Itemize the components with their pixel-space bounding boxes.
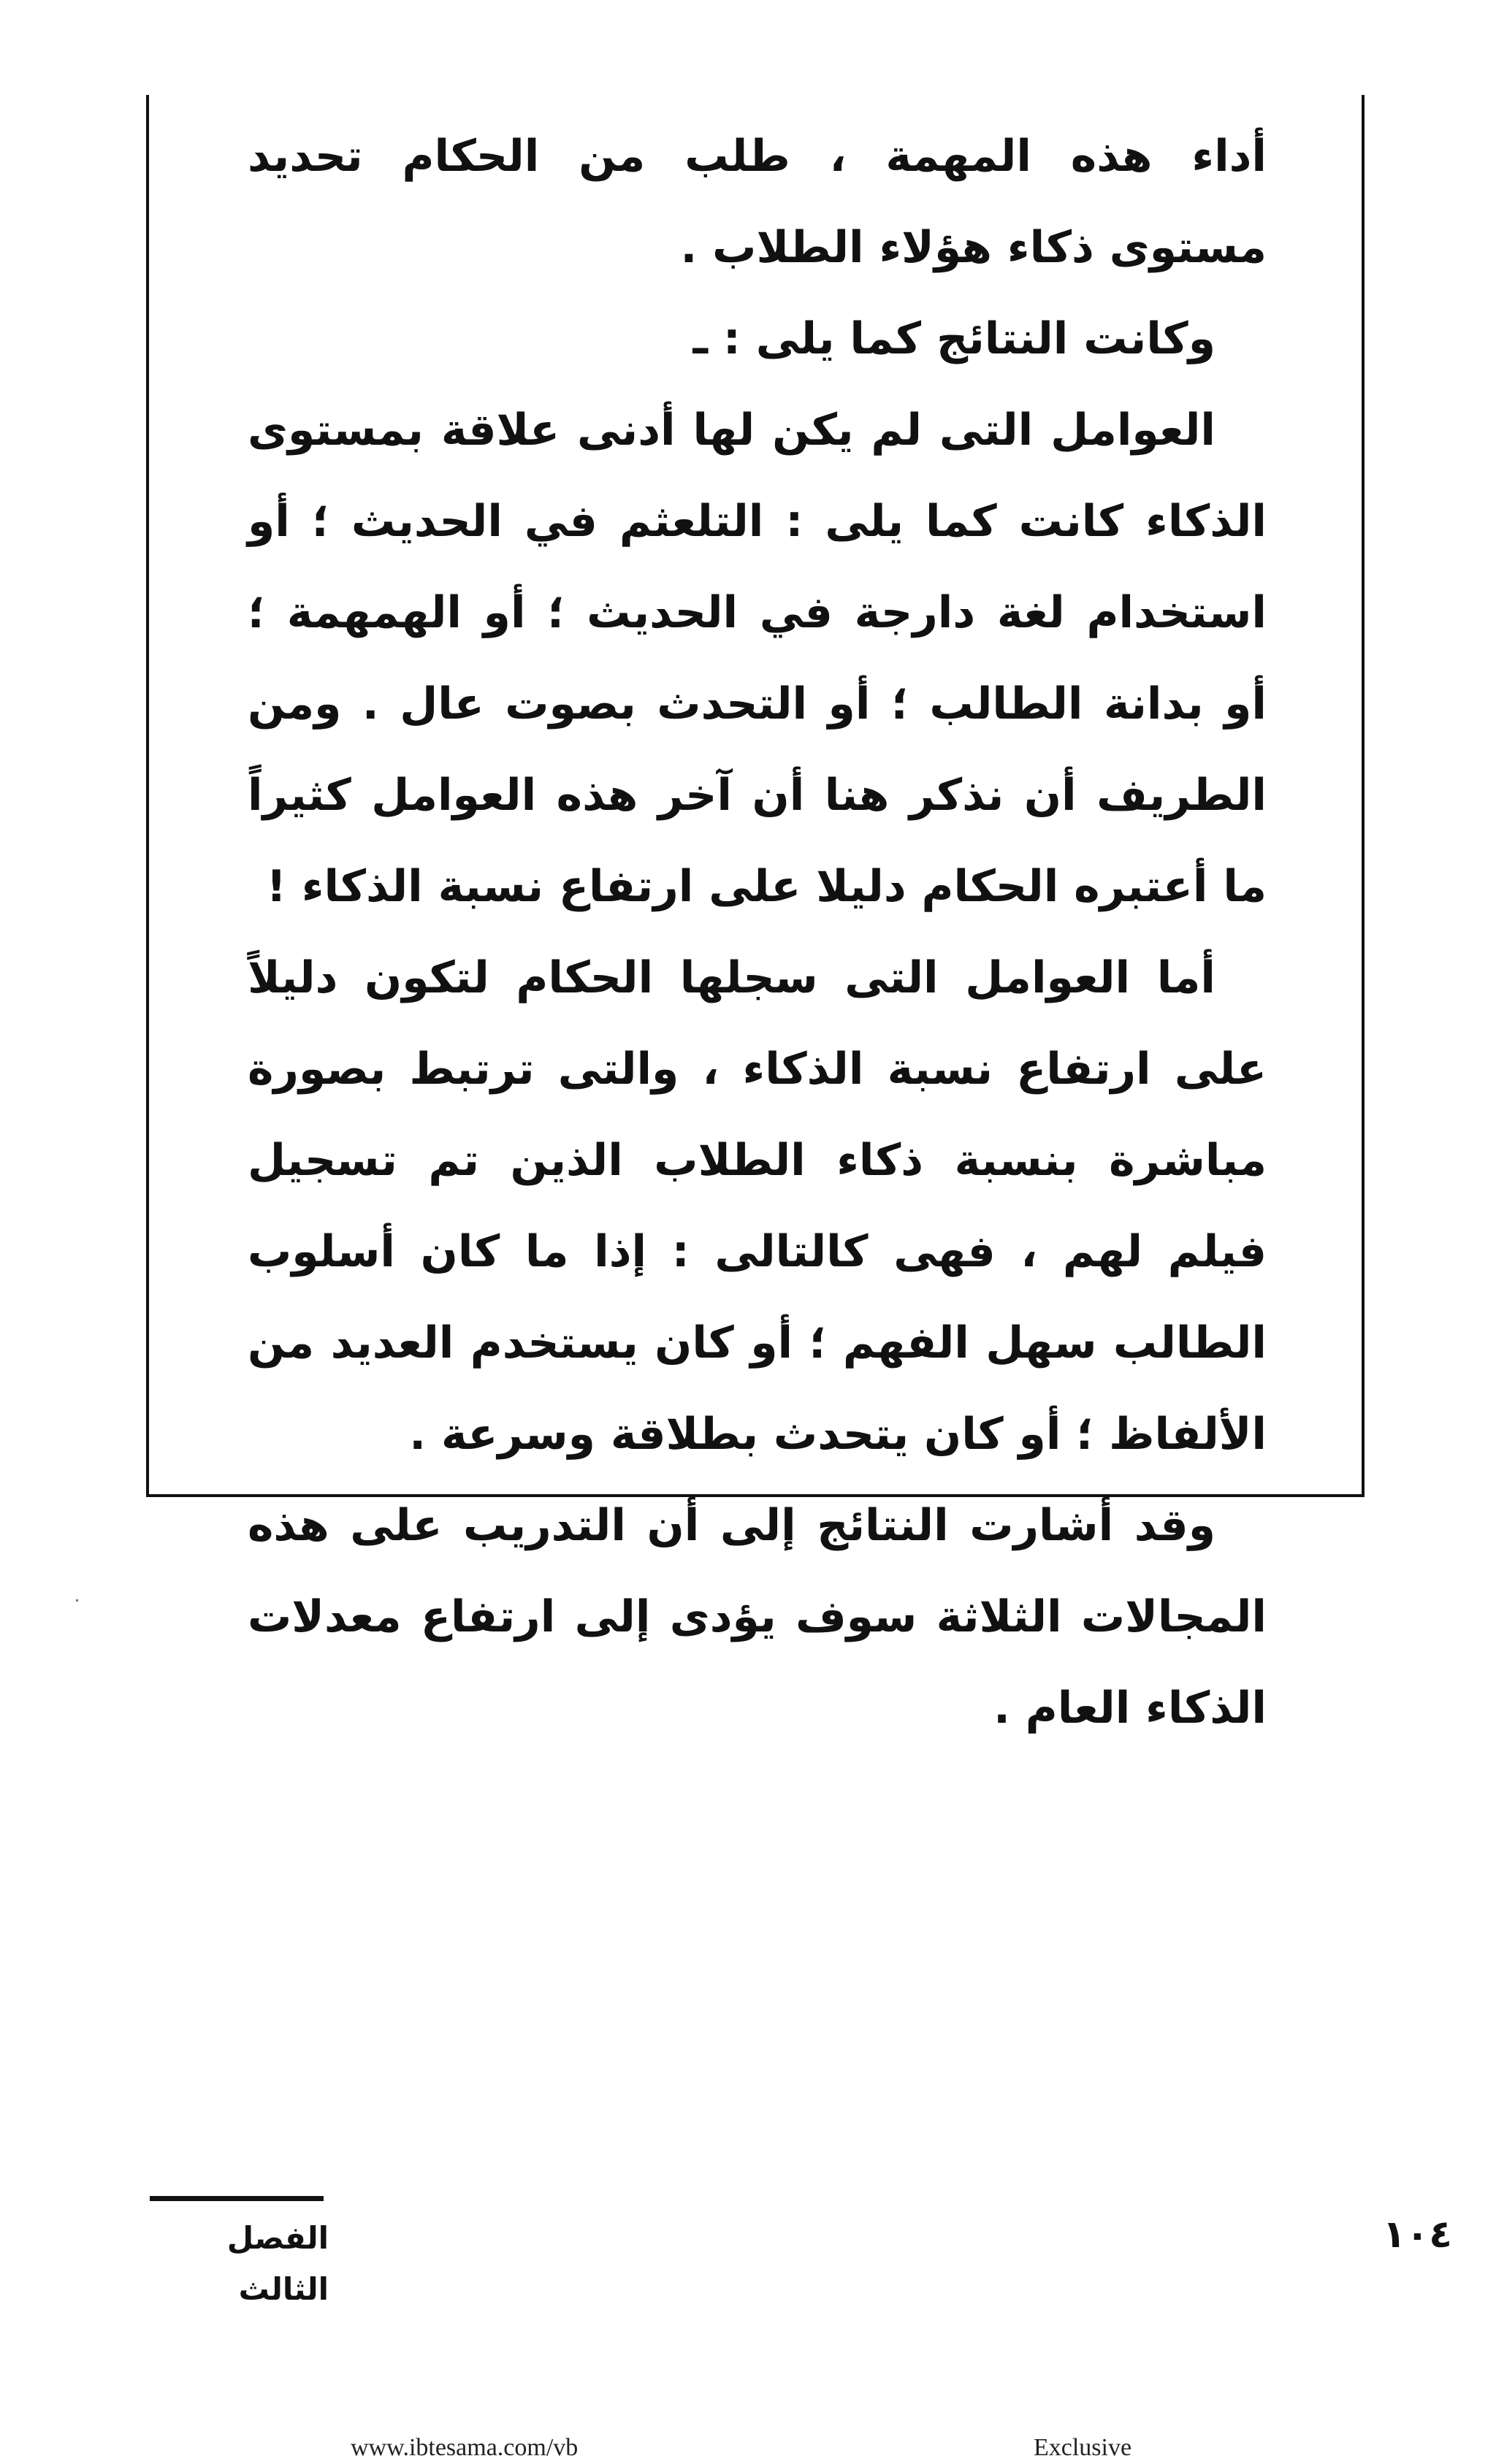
paragraph-5: وقد أشارت النتائج إلى أن التدريب على هذه المجالات الثلاثة سوف يؤدى إلى ارتفاع معدلات الذكاء العام . [248,1500,1267,1734]
paragraph-4: أما العوامل التى سجلها الحكام لتكون دليلاً على ارتفاع نسبة الذكاء ، والتى ترتبط بصورة مباشرة بنسبة ذكاء الطلاب الذين تم تسجيل فيلم لهم ، فهى كالتالى : إذا ما كان أسلوب الطالب سهل الفهم ؛ أو كان يستخدم العديد من الألفاظ ؛ أو كان يتحدث بطلاقة وسرعة . [248,952,1267,1460]
footer-url: www.ibtesama.com/vb [351,2434,579,2461]
body-text [248,111,1267,1754]
chapter-title: الفصل الثالث [226,2220,329,2307]
paragraph-2: وكانت النتائج كما يلى : ـ [692,313,1216,364]
page-number: ١٠٤ [1382,2213,1452,2257]
footer-exclusive: Exclusive [1034,2434,1132,2461]
paragraph-3: العوامل التى لم يكن لها أدنى علاقة بمستوى الذكاء كانت كما يلى : التلعثم في الحديث ؛ أو استخدام لغة دارجة في الحديث ؛ أو الهمهمة ؛ أو بدانة الطالب ؛ أو التحدث بصوت عال . ومن الطريف أن نذكر هنا أن آخر هذه العوامل كثيراً ما أعتبره الحكام دليلا على ارتفاع نسبة الذكاء ! [248,405,1267,912]
paragraph-1: أداء هذه المهمة ، طلب من الحكام تحديد مستوى ذكاء هؤلاء الطلاب . [248,131,1267,273]
text-box-frame [146,95,1365,1734]
chapter-rule [150,2196,324,2201]
scan-speck [76,1599,78,1602]
